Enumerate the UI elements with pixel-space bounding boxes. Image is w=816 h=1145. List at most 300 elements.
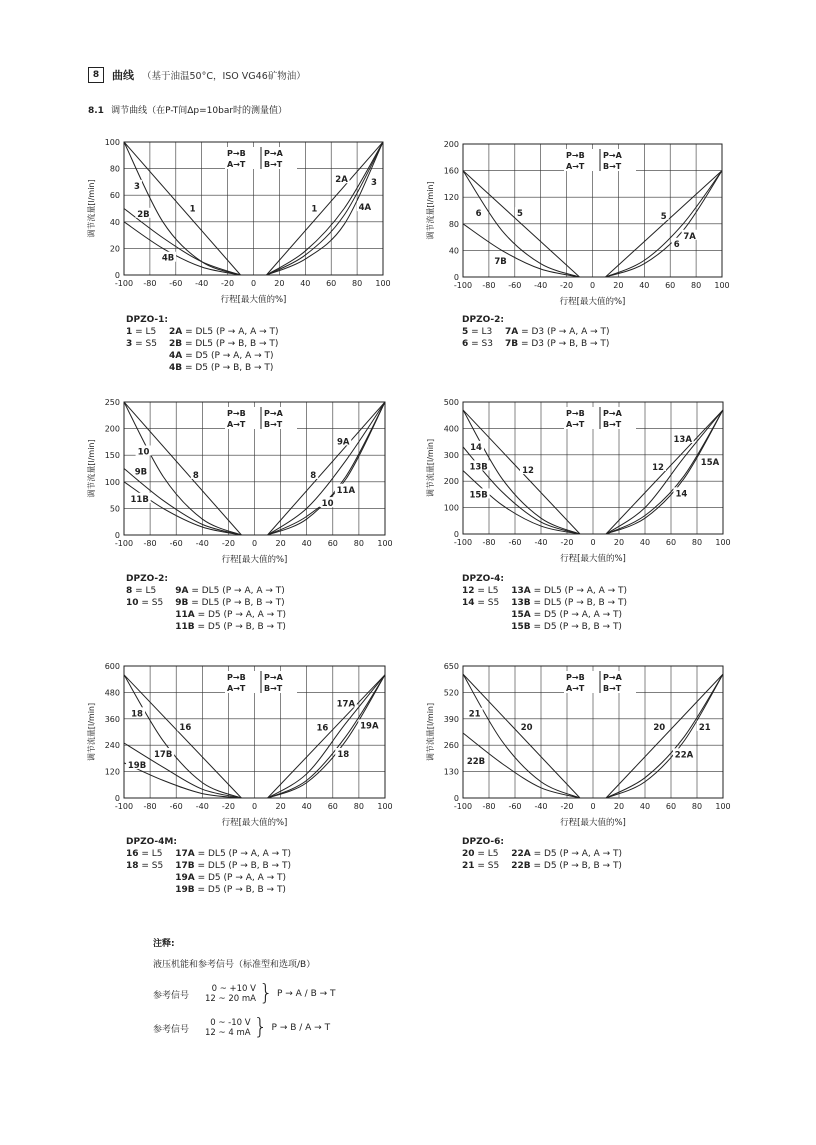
y-axis-label: 调节流量[l/min] xyxy=(87,179,96,238)
spool-symbol-text: P→B xyxy=(566,409,585,418)
legend-value: = L5 xyxy=(132,586,157,596)
curve-label: 2A xyxy=(335,175,348,186)
notes-block xyxy=(153,936,336,1052)
signal-values xyxy=(205,984,256,1004)
x-axis-label: 行程[最大值的%] xyxy=(559,297,626,307)
x-tick-label: -60 xyxy=(508,538,522,547)
y-tick-label: 0 xyxy=(114,794,120,803)
section-number: 8 xyxy=(88,67,104,83)
spool-symbol-text: P→A xyxy=(264,149,283,158)
legend-key: 4A xyxy=(168,351,183,361)
legend-value: = DL5 (P → B, B → T) xyxy=(182,339,279,349)
curve-label: 1 xyxy=(311,204,318,215)
signal-current: 12 ~ 20 mA xyxy=(205,994,256,1004)
legend-value: = D5 (P → A, A → T) xyxy=(530,849,623,859)
legend-key: 15B xyxy=(511,622,531,632)
legend-value: = S5 xyxy=(474,861,500,871)
legend-value: = D5 (P → B, B → T) xyxy=(194,885,286,895)
x-tick-label: 60 xyxy=(327,802,338,811)
curve-label: 15B xyxy=(469,490,488,501)
legend-entry xyxy=(511,585,627,597)
section-subtitle: （基于油温50°C，ISO VG46矿物油） xyxy=(142,71,306,82)
x-tick-label: 60 xyxy=(326,279,337,288)
legend-title: DPZO-2: xyxy=(462,315,505,325)
curve-label: 7B xyxy=(494,257,507,268)
x-tick-label: -20 xyxy=(221,279,235,288)
x-tick-label: -80 xyxy=(482,281,496,290)
legend-entry xyxy=(169,338,279,350)
x-tick-label: 0 xyxy=(251,802,258,811)
legend-key: 7A xyxy=(504,327,519,337)
signal-label: 参考信号 xyxy=(153,990,190,1001)
x-axis-label: 行程[最大值的%] xyxy=(221,555,288,565)
legend-value: = D5 (P → A, A → T) xyxy=(194,610,287,620)
y-axis-label: 调节流量[l/min] xyxy=(426,702,435,762)
legend-entry xyxy=(175,621,286,633)
x-tick-label: -40 xyxy=(534,281,548,290)
legend-entry xyxy=(126,848,175,860)
legend-key: 20 xyxy=(462,849,475,859)
x-tick-label: 80 xyxy=(353,802,364,811)
x-tick-label: 0 xyxy=(589,281,596,290)
legend-title: DPZO-2: xyxy=(126,574,169,584)
curve-label: 22A xyxy=(674,750,694,761)
y-tick-label: 0 xyxy=(453,530,459,539)
curve-label: 10 xyxy=(321,499,334,510)
y-tick-label: 150 xyxy=(104,451,120,461)
legend-entry xyxy=(511,848,622,860)
legend-title: DPZO-4: xyxy=(462,574,505,584)
legend-entry xyxy=(169,350,279,362)
legend-table xyxy=(462,585,627,633)
legend-key: 7B xyxy=(504,339,519,349)
signal-result: P → B / A → T xyxy=(271,1023,331,1033)
y-tick-label: 80 xyxy=(448,219,459,229)
legend-key: 17A xyxy=(175,849,195,859)
curve-label: 4A xyxy=(358,203,372,214)
spool-symbol-text: P→B xyxy=(227,409,246,418)
curve-label: 5 xyxy=(517,209,523,220)
x-tick-label: -60 xyxy=(508,802,522,811)
y-tick-label: 130 xyxy=(443,767,459,777)
section-title: 曲线 xyxy=(112,69,134,82)
signal-row-1 xyxy=(153,981,336,1006)
curve-label: 3 xyxy=(370,177,377,188)
spool-symbol-text: A→T xyxy=(566,162,585,171)
legend-entry xyxy=(126,597,175,609)
spool-symbol-text: P→B xyxy=(227,673,246,682)
legend-key: 3 xyxy=(126,339,133,349)
curve-label: 10 xyxy=(137,447,150,458)
spool-symbol-text: P→A xyxy=(264,409,283,418)
y-tick-label: 200 xyxy=(443,477,459,487)
legend-dpzo6 xyxy=(462,836,622,872)
x-axis-label: 行程[最大值的%] xyxy=(560,554,626,564)
legend-entry xyxy=(126,872,175,884)
legend-key: 13A xyxy=(511,586,531,596)
y-tick-label: 40 xyxy=(109,217,120,227)
y-tick-label: 40 xyxy=(448,246,459,256)
spool-symbol-text: P→B xyxy=(566,673,585,682)
signal-result: P → A / B → T xyxy=(276,989,336,999)
x-tick-label: 20 xyxy=(275,802,286,811)
y-tick-label: 100 xyxy=(104,477,120,487)
legend-key: 8 xyxy=(126,586,133,596)
legend-entry xyxy=(462,338,505,350)
x-tick-label: 0 xyxy=(250,279,257,288)
curve-label: 19A xyxy=(360,721,379,732)
y-tick-label: 600 xyxy=(104,662,120,671)
legend-value: = DL5 (P → A, A → T) xyxy=(182,327,279,337)
legend-value: = DL5 (P → B, B → T) xyxy=(188,598,285,608)
y-tick-label: 0 xyxy=(453,273,459,282)
curve-label: 14 xyxy=(675,489,688,500)
x-tick-label: 60 xyxy=(665,281,676,290)
signal-label: 参考信号 xyxy=(153,1024,190,1035)
legend-value: = L5 xyxy=(474,849,499,859)
legend-key: 18 xyxy=(126,861,139,871)
spool-symbol-text: A→T xyxy=(227,684,246,693)
legend-key: 13B xyxy=(511,598,531,608)
curve-label: 11B xyxy=(130,494,149,505)
series-curve-20 xyxy=(463,674,580,798)
y-tick-label: 200 xyxy=(104,424,120,434)
y-tick-label: 100 xyxy=(443,503,459,513)
legend-key: 4B xyxy=(168,363,183,373)
x-tick-label: -80 xyxy=(482,538,496,547)
legend-value: = DL5 (P → A, A → T) xyxy=(188,586,285,596)
spool-symbol-text: P→B xyxy=(566,151,585,160)
legend-dpzo2a xyxy=(462,314,610,350)
x-tick-label: 20 xyxy=(613,538,625,547)
x-tick-label: 20 xyxy=(274,279,285,288)
x-tick-label: -20 xyxy=(221,802,235,811)
legend-key: 22B xyxy=(511,861,531,871)
x-tick-label: 20 xyxy=(275,539,286,548)
curve-label: 8 xyxy=(310,470,317,481)
curve-label: 5 xyxy=(660,211,667,222)
x-axis-label: 行程[最大值的%] xyxy=(221,818,288,828)
x-tick-label: -60 xyxy=(169,279,183,288)
x-tick-label: 80 xyxy=(353,539,364,548)
legend-value: = D3 (P → A, A → T) xyxy=(518,327,610,337)
curve-label: 20 xyxy=(520,722,533,733)
x-tick-label: 100 xyxy=(377,802,393,811)
x-axis-label: 行程[最大值的%] xyxy=(560,818,626,828)
curve-label: 7A xyxy=(683,231,696,242)
legend-value: = L5 xyxy=(138,849,163,859)
spool-symbol-text: B→T xyxy=(603,420,622,429)
legend-entry xyxy=(462,848,511,860)
brace-icon: } xyxy=(258,981,273,1006)
legend-value: = D5 (P → A, A → T) xyxy=(194,873,287,883)
x-tick-label: -100 xyxy=(453,281,473,290)
x-tick-label: 100 xyxy=(715,802,731,811)
curve-label: 15A xyxy=(700,458,720,469)
legend-key: 19A xyxy=(175,873,195,883)
legend-value: = S5 xyxy=(138,861,164,871)
curve-label: 4B xyxy=(161,253,175,264)
x-tick-label: -20 xyxy=(560,538,574,547)
legend-value: = DL5 (P → A, A → T) xyxy=(530,586,628,596)
legend-entry xyxy=(511,597,627,609)
y-tick-label: 250 xyxy=(104,398,120,407)
x-tick-label: -80 xyxy=(143,802,157,811)
legend-entry xyxy=(126,585,175,597)
legend-value: = L5 xyxy=(474,586,499,596)
y-tick-label: 240 xyxy=(104,741,120,751)
y-tick-label: 260 xyxy=(443,741,459,751)
x-tick-label: 100 xyxy=(714,281,730,290)
legend-entry xyxy=(126,860,175,872)
curve-label: 13B xyxy=(469,462,488,473)
x-tick-label: -60 xyxy=(169,802,183,811)
x-tick-label: 40 xyxy=(301,802,312,811)
x-tick-label: -20 xyxy=(221,539,235,548)
x-tick-label: 100 xyxy=(375,279,391,288)
x-tick-label: 40 xyxy=(639,538,651,547)
spool-symbol-text: P→B xyxy=(227,149,246,158)
y-tick-label: 650 xyxy=(443,662,459,671)
spool-symbol-text: B→T xyxy=(264,684,283,693)
legend-entry xyxy=(462,609,511,621)
spool-symbol-text: A→T xyxy=(566,684,585,693)
spool-symbol-text: B→T xyxy=(603,684,622,693)
x-tick-label: -40 xyxy=(534,802,548,811)
curve-label: 12 xyxy=(652,462,664,473)
legend-dpzo2b xyxy=(126,573,286,633)
curve-label: 18 xyxy=(337,750,350,760)
legend-key: 14 xyxy=(462,598,475,608)
legend-value: = L5 xyxy=(132,327,157,337)
legend-entry xyxy=(175,585,286,597)
legend-entry xyxy=(511,609,627,621)
legend-dpzo4 xyxy=(462,573,627,633)
curve-label: 6 xyxy=(673,239,680,250)
signal-values xyxy=(205,1018,251,1038)
legend-key: 9A xyxy=(175,586,189,596)
legend-entry xyxy=(175,597,286,609)
x-tick-label: 80 xyxy=(691,538,703,547)
legend-entry xyxy=(175,860,291,872)
curve-label: 1 xyxy=(189,204,196,215)
x-tick-label: -20 xyxy=(560,802,574,811)
legend-value: = DL5 (P → A, A → T) xyxy=(194,849,292,859)
legend-value: = S3 xyxy=(468,339,493,349)
y-axis-label: 调节流量[l/min] xyxy=(87,702,96,762)
y-tick-label: 480 xyxy=(104,688,120,698)
legend-value: = S5 xyxy=(132,339,157,349)
legend-entry xyxy=(462,326,505,338)
legend-key: 10 xyxy=(126,598,139,608)
y-tick-label: 80 xyxy=(109,164,120,174)
spool-symbol-text: A→T xyxy=(227,420,246,429)
legend-value: = S5 xyxy=(138,598,164,608)
signal-voltage: 0 ~ -10 V xyxy=(210,1018,251,1028)
x-tick-label: -40 xyxy=(195,539,209,548)
subsection-title: 调节曲线（在P-T间Δp=10bar时的测量值） xyxy=(111,106,288,116)
y-tick-label: 0 xyxy=(114,271,120,280)
legend-entry xyxy=(462,621,511,633)
spool-symbol-text: P→A xyxy=(264,673,283,682)
legend-entry xyxy=(505,338,610,350)
y-tick-label: 400 xyxy=(443,424,459,434)
legend-value: = D3 (P → B, B → T) xyxy=(518,339,610,349)
legend-key: 12 xyxy=(462,586,475,596)
x-tick-label: 40 xyxy=(639,802,651,811)
y-tick-label: 360 xyxy=(104,714,120,724)
x-tick-label: 60 xyxy=(327,539,338,548)
legend-entry xyxy=(126,338,169,350)
x-tick-label: 40 xyxy=(300,279,311,288)
legend-key: 17B xyxy=(175,861,195,871)
spool-symbol-text: B→T xyxy=(603,162,622,171)
legend-key: 1 xyxy=(126,327,133,337)
curve-label: 18 xyxy=(131,709,143,720)
x-tick-label: -80 xyxy=(482,802,496,811)
legend-key: 5 xyxy=(462,327,469,337)
legend-value: = D5 (P → A, A → T) xyxy=(530,610,623,620)
y-tick-label: 390 xyxy=(443,714,459,724)
legend-value: = DL5 (P → B, B → T) xyxy=(530,598,627,608)
curve-label: 22B xyxy=(466,757,486,768)
x-tick-label: -100 xyxy=(114,539,134,548)
legend-value: = D5 (P → B, B → T) xyxy=(182,363,274,373)
x-tick-label: -100 xyxy=(114,802,134,811)
legend-key: 6 xyxy=(462,339,469,349)
legend-title: DPZO-4M: xyxy=(126,837,177,847)
x-tick-label: -100 xyxy=(453,538,473,547)
y-tick-label: 520 xyxy=(443,688,459,698)
x-tick-label: -20 xyxy=(560,281,574,290)
x-tick-label: -40 xyxy=(195,279,209,288)
y-axis-label: 调节流量[l/min] xyxy=(87,439,96,498)
curve-label: 21 xyxy=(698,722,711,733)
x-tick-label: 0 xyxy=(590,802,596,811)
legend-key: 15A xyxy=(511,610,531,620)
x-tick-label: 80 xyxy=(691,281,702,290)
legend-value: = D5 (P → B, B → T) xyxy=(530,861,622,871)
x-tick-label: 60 xyxy=(665,802,677,811)
legend-entry xyxy=(126,621,175,633)
x-tick-label: -60 xyxy=(169,539,183,548)
legend-value: = DL5 (P → B, B → T) xyxy=(194,861,291,871)
curve-label: 19B xyxy=(127,761,147,771)
legend-table xyxy=(462,326,610,350)
y-tick-label: 20 xyxy=(109,244,120,254)
spool-symbol-text: P→A xyxy=(603,151,622,160)
signal-row-2 xyxy=(153,1015,336,1040)
spool-symbol-text: A→T xyxy=(566,420,585,429)
legend-key: 9B xyxy=(175,598,189,608)
signal-current: 12 ~ 4 mA xyxy=(205,1028,251,1038)
x-tick-label: 0 xyxy=(590,538,596,547)
y-tick-label: 100 xyxy=(104,138,120,147)
x-tick-label: 20 xyxy=(613,802,625,811)
legend-table xyxy=(462,848,622,872)
legend-entry xyxy=(126,326,169,338)
legend-entry xyxy=(505,326,610,338)
curve-label: 6 xyxy=(475,209,482,220)
curve-label: 17A xyxy=(336,699,356,710)
legend-value: = D5 (P → B, B → T) xyxy=(194,622,286,632)
notes-title: 注释: xyxy=(153,939,175,949)
x-tick-label: 40 xyxy=(301,539,312,548)
y-tick-label: 120 xyxy=(104,767,120,777)
legend-key: 16 xyxy=(126,849,139,859)
legend-key: 2A xyxy=(168,327,183,337)
spool-symbol-text: B→T xyxy=(264,420,283,429)
legend-entry xyxy=(126,884,175,896)
legend-entry xyxy=(126,609,175,621)
x-tick-label: 100 xyxy=(377,539,393,548)
brace-icon: } xyxy=(253,1015,268,1040)
x-tick-label: 60 xyxy=(665,538,677,547)
curve-label: 12 xyxy=(522,466,534,477)
x-tick-label: 0 xyxy=(251,539,258,548)
notes-description: 液压机能和参考信号（标准型和选项/B） xyxy=(153,960,316,970)
spool-symbol-text: P→A xyxy=(603,409,622,418)
legend-value: = D5 (P → B, B → T) xyxy=(530,622,622,632)
y-tick-label: 500 xyxy=(443,398,459,407)
y-tick-label: 200 xyxy=(443,140,459,149)
y-axis-label: 调节流量[l/min] xyxy=(426,438,435,498)
curve-label: 20 xyxy=(653,722,666,733)
x-tick-label: 40 xyxy=(639,281,650,290)
legend-entry xyxy=(462,585,511,597)
y-tick-label: 160 xyxy=(443,166,459,176)
y-tick-label: 60 xyxy=(109,191,120,201)
legend-table xyxy=(126,848,291,896)
legend-entry xyxy=(462,860,511,872)
spool-symbol-text: B→T xyxy=(264,160,283,169)
legend-title: DPZO-1: xyxy=(126,315,169,325)
x-tick-label: 80 xyxy=(691,802,703,811)
x-tick-label: 100 xyxy=(715,538,731,547)
legend-key: 2B xyxy=(168,339,183,349)
legend-entry xyxy=(126,362,169,374)
legend-entry xyxy=(175,848,291,860)
x-tick-label: -60 xyxy=(508,281,522,290)
legend-table xyxy=(126,326,279,374)
x-axis-label: 行程[最大值的%] xyxy=(220,295,287,305)
y-tick-label: 120 xyxy=(443,193,459,203)
legend-dpzo1 xyxy=(126,314,279,374)
legend-entry xyxy=(511,860,622,872)
x-tick-label: -100 xyxy=(114,279,134,288)
x-tick-label: 20 xyxy=(613,281,624,290)
legend-key: 21 xyxy=(462,861,475,871)
legend-entry xyxy=(169,326,279,338)
y-tick-label: 50 xyxy=(109,504,120,514)
curve-label: 17B xyxy=(153,750,173,760)
curve-label: 11A xyxy=(336,485,356,496)
legend-value: = L3 xyxy=(468,327,493,337)
curve-label: 13A xyxy=(673,434,692,445)
legend-entry xyxy=(511,621,627,633)
legend-title: DPZO-6: xyxy=(462,837,505,847)
y-tick-label: 0 xyxy=(114,531,120,540)
x-tick-label: -40 xyxy=(195,802,209,811)
signal-voltage: 0 ~ +10 V xyxy=(211,984,256,994)
legend-table xyxy=(126,585,286,633)
curve-label: 16 xyxy=(316,723,329,734)
subsection-number: 8.1 xyxy=(88,106,104,116)
curve-label: 3 xyxy=(133,181,140,192)
legend-dpzo4m xyxy=(126,836,291,896)
legend-entry xyxy=(169,362,279,374)
legend-entry xyxy=(175,872,291,884)
